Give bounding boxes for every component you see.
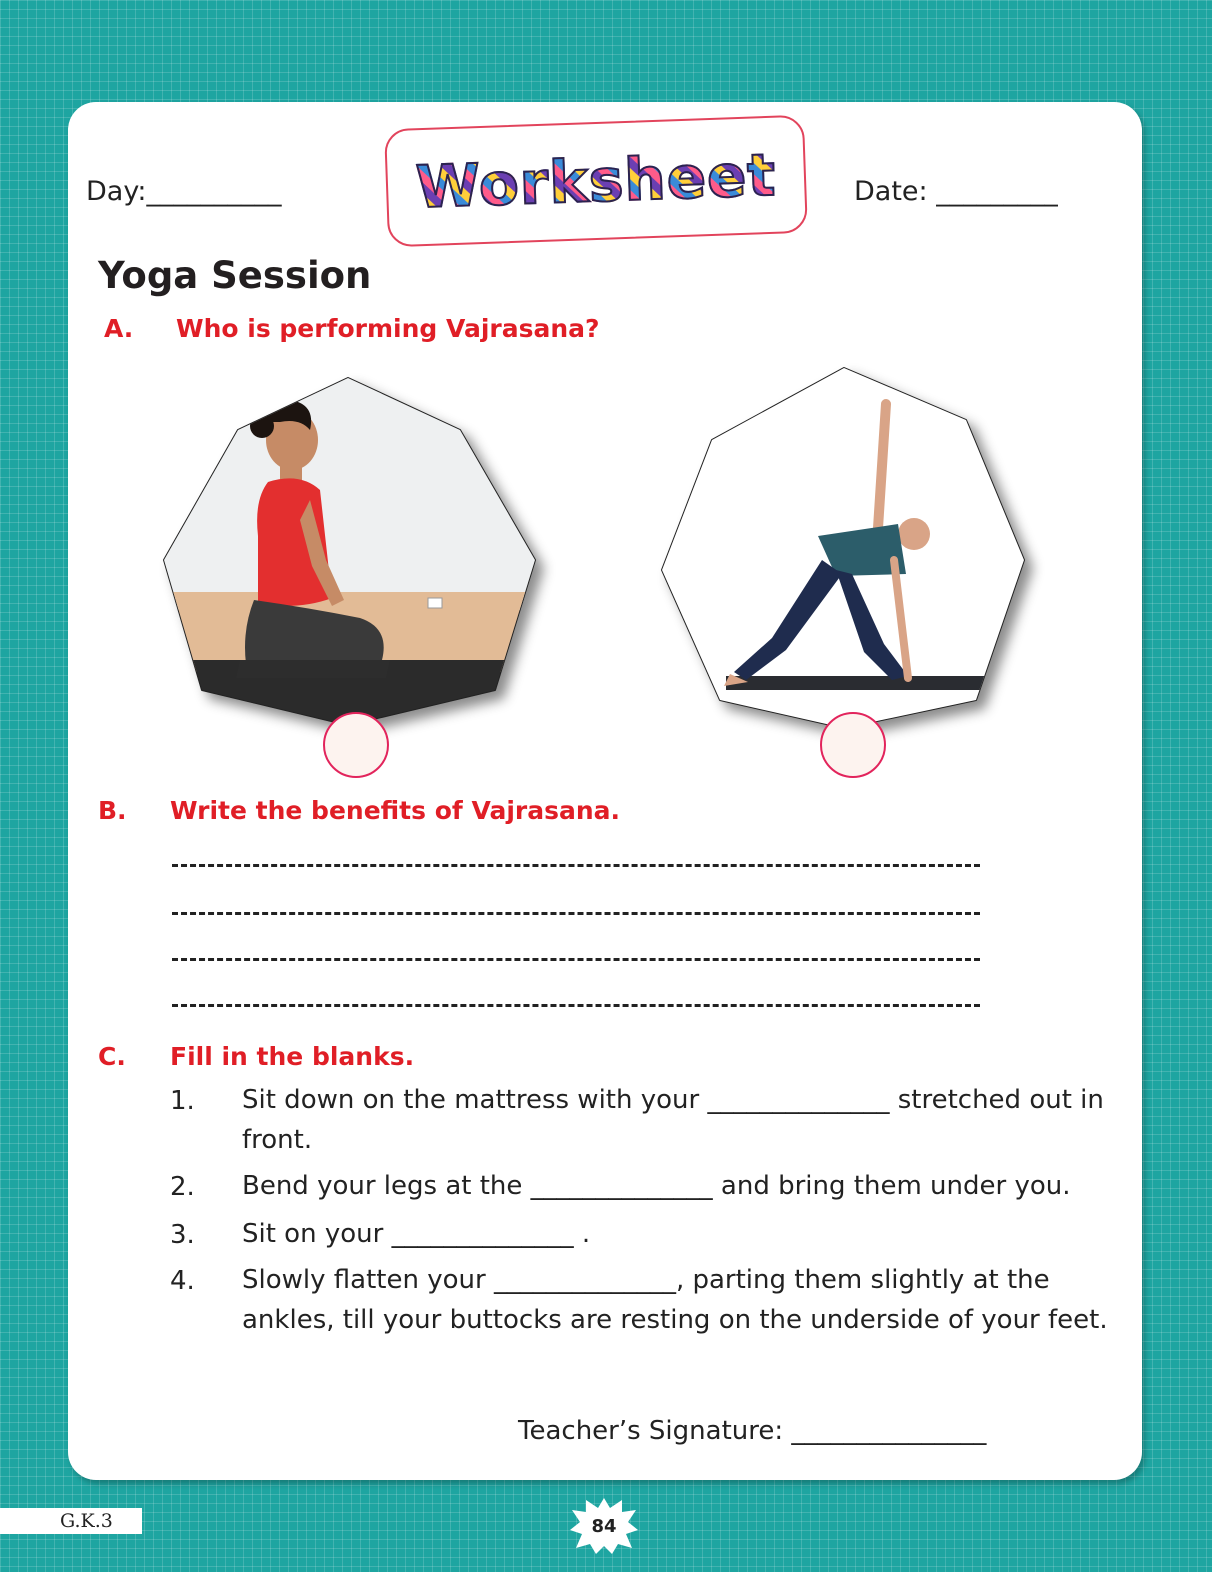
answer-line-2[interactable]	[172, 912, 980, 915]
vajrasana-photo	[150, 360, 570, 750]
fill-blank-item[interactable]: Bend your legs at the ______________ and bring them under you.	[242, 1171, 1071, 1201]
section-c-question: Fill in the blanks.	[170, 1042, 415, 1071]
section-c-letter: C.	[98, 1042, 126, 1071]
answer-line-3[interactable]	[172, 958, 980, 961]
item-number: 3.	[170, 1220, 195, 1250]
item-number: 1.	[170, 1086, 195, 1116]
section-b-letter: B.	[98, 796, 127, 825]
item-number: 4.	[170, 1266, 195, 1296]
day-field[interactable]: Day:__________	[86, 176, 282, 207]
section-b-question: Write the benefits of Vajrasana.	[170, 796, 621, 825]
book-label: G.K.3	[0, 1508, 142, 1534]
answer-line-1[interactable]	[172, 864, 980, 867]
worksheet-badge	[384, 115, 808, 248]
answer-circle-1[interactable]	[323, 712, 389, 778]
section-a-question: Who is performing Vajrasana?	[176, 314, 600, 343]
teacher-signature[interactable]: Teacher’s Signature: _______________	[518, 1416, 987, 1446]
fill-blank-item[interactable]: Sit down on the mattress with your ______________ stretched out in front.	[242, 1085, 1104, 1155]
answer-circle-2[interactable]	[820, 712, 886, 778]
item-number: 2.	[170, 1172, 195, 1202]
fill-blank-item[interactable]: Sit on your ______________ .	[242, 1219, 591, 1249]
page-number: 84	[591, 1516, 617, 1537]
page-title: Yoga Session	[98, 254, 372, 297]
fill-blank-item[interactable]: Slowly flatten your ______________, parting them slightly at the ankles, till your buttocks are resting on the underside of your feet.	[242, 1265, 1108, 1335]
section-a-letter: A.	[104, 314, 134, 343]
worksheet-title: Worksheet	[414, 140, 778, 222]
answer-line-4[interactable]	[172, 1004, 980, 1007]
page-number-burst	[570, 1496, 638, 1554]
date-field[interactable]: Date: _________	[854, 176, 1058, 207]
triangle-pose-photo	[646, 360, 1066, 750]
